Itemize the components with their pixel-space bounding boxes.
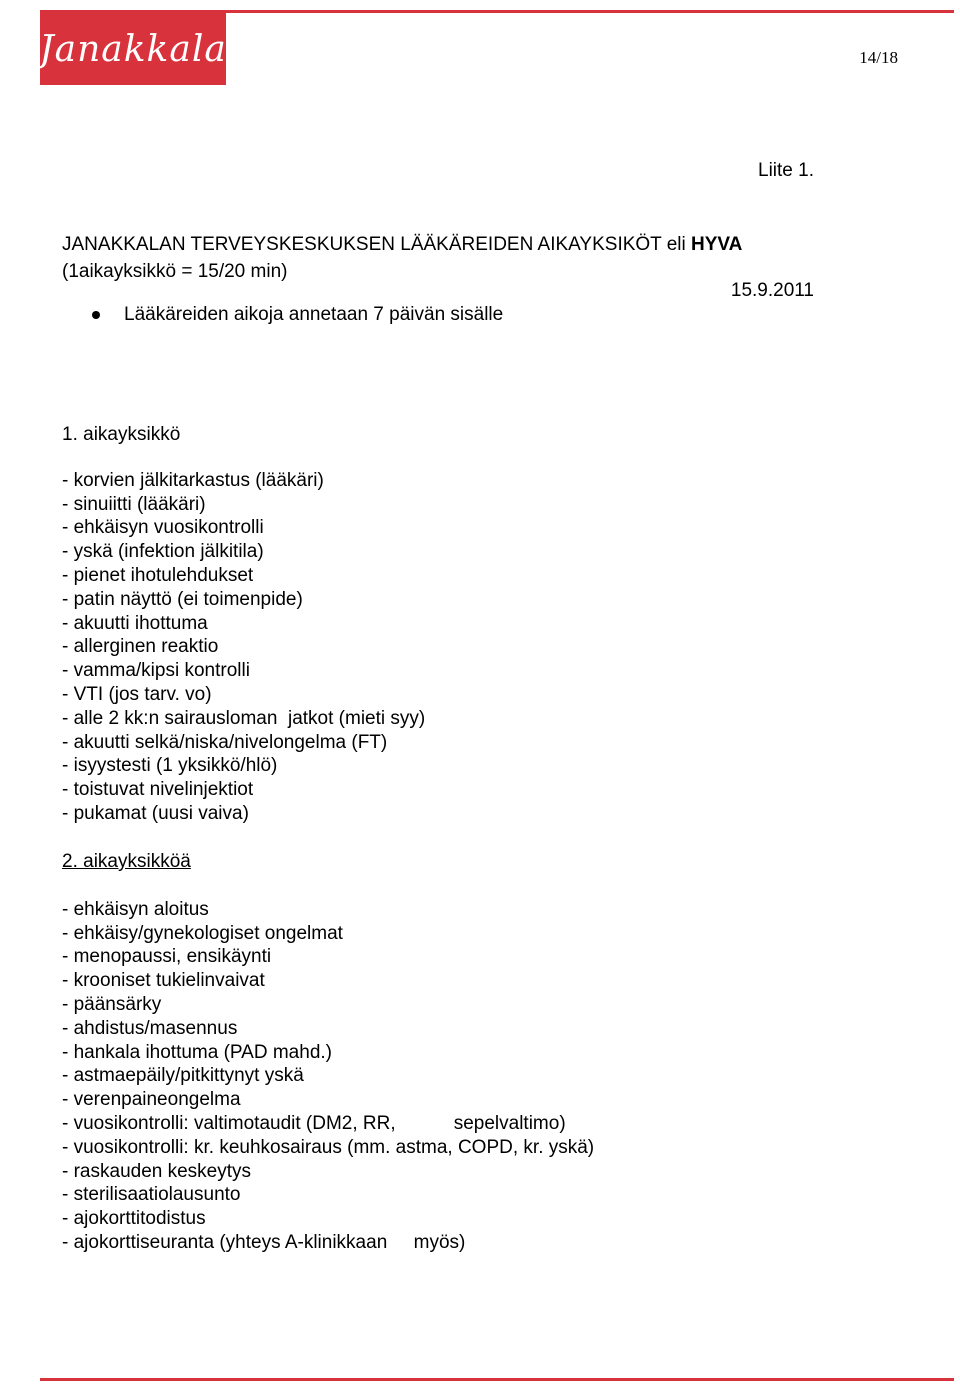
- section-2-heading: 2. aikayksikköä: [62, 851, 191, 872]
- list-item: - akuutti ihottuma: [62, 612, 208, 634]
- bullet-icon: [92, 311, 100, 319]
- list-item: - ajokorttitodistus: [62, 1208, 206, 1230]
- list-item: - hankala ihottuma (PAD mahd.): [62, 1041, 332, 1063]
- title-line-2: (1aikayksikkö = 15/20 min): [62, 261, 288, 282]
- list-item: - toistuvat nivelinjektiot: [62, 779, 254, 801]
- list-item: - päänsärky: [62, 993, 162, 1015]
- list-item: - korvien jälkitarkastus (lääkäri): [62, 469, 324, 491]
- bottom-rule: [40, 1378, 954, 1381]
- list-item: - vuosikontrolli: valtimotaudit (DM2, RR, sepelvaltimo): [62, 1112, 566, 1134]
- list-item: - krooniset tukielinvaivat: [62, 970, 265, 992]
- title-prefix: JANAKKALAN TERVEYSKESKUKSEN LÄÄKÄREIDEN AIKAYKSIKÖT eli: [62, 234, 686, 255]
- list-item: - allerginen reaktio: [62, 636, 219, 658]
- bullet-note: [92, 304, 503, 326]
- title-bold: HYVA: [691, 234, 743, 255]
- list-item: - isyystesti (1 yksikkö/hlö): [62, 755, 278, 777]
- logo-text: Janakkala: [39, 28, 227, 70]
- list-item: - patin näyttö (ei toimenpide): [62, 588, 303, 610]
- page-number: 14/18: [859, 48, 898, 67]
- list-item: - ahdistus/masennus: [62, 1017, 238, 1039]
- list-item: - vuosikontrolli: kr. keuhkosairaus (mm. astma, COPD, kr. yskä): [62, 1136, 595, 1158]
- list-item: - ehkäisyn aloitus: [62, 898, 209, 920]
- section-1-heading: 1. aikayksikkö: [62, 424, 181, 445]
- section-2-list: [62, 898, 594, 1255]
- list-item: - ehkäisyn vuosikontrolli: [62, 517, 264, 539]
- list-item: - alle 2 kk:n sairausloman jatkot (mieti syy): [62, 707, 426, 729]
- list-item: - akuutti selkä/niska/nivelongelma (FT): [62, 731, 388, 753]
- list-item: - yskä (infektion jälkitila): [62, 541, 264, 563]
- section-1: [62, 423, 425, 826]
- list-item: - pukamat (uusi vaiva): [62, 802, 249, 824]
- list-item: - sterilisaatiolausunto: [62, 1184, 241, 1206]
- list-item: - menopaussi, ensikäynti: [62, 946, 272, 968]
- appendix-label: Liite 1.: [758, 160, 814, 181]
- list-item: - verenpaineongelma: [62, 1089, 241, 1111]
- list-item: - ehkäisy/gynekologiset ongelmat: [62, 922, 343, 944]
- janakkala-logo: [40, 13, 226, 85]
- bullet-text: Lääkäreiden aikoja annetaan 7 päivän sisälle: [124, 304, 504, 325]
- document-title: [62, 231, 742, 285]
- list-item: - raskauden keskeytys: [62, 1160, 252, 1182]
- title-line-1: [62, 231, 742, 258]
- list-item: - astmaepäily/pitkittynyt yskä: [62, 1065, 304, 1087]
- list-item: - VTI (jos tarv. vo): [62, 683, 212, 705]
- section-2: [62, 850, 594, 1255]
- list-item: - pienet ihotulehdukset: [62, 564, 254, 586]
- list-item: - vamma/kipsi kontrolli: [62, 660, 250, 682]
- list-item: - sinuiitti (lääkäri): [62, 493, 206, 515]
- document-date: 15.9.2011: [730, 280, 814, 301]
- list-item: - ajokorttiseuranta (yhteys A-klinikkaan myös): [62, 1231, 466, 1253]
- section-1-list: [62, 469, 425, 826]
